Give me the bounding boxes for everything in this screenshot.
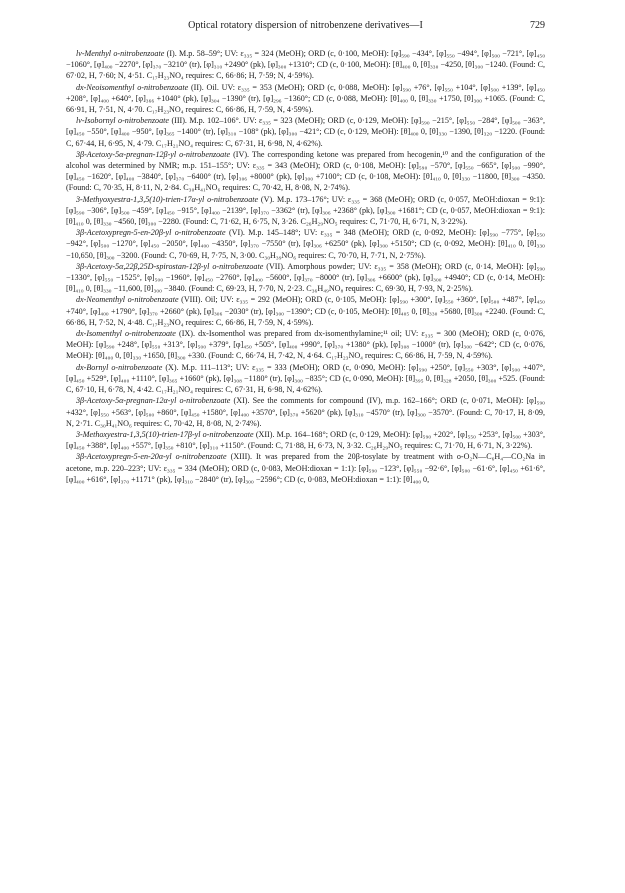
compound-data: (III). M.p. 102–106°. UV: ε₃₃₅ = 323 (MeOH); ORD (c, 0·129, MeOH): [φ]₅₉₀ −215°, [φ]₅₅₀ −284°, [φ]₅₀₀ −363°, [φ]₄₅₀ −550°, [φ]₄₀₀ −950°, [φ]₃₆₅ −1400° (tr), [φ]₃₁₀ −108° (pk), [φ]₃₀₀ −421°; CD (c, 0·129, MeOH): [θ]₄₀₀ 0, [θ]₃₃₀ −1390, [θ]₃₂₀ −1220. (Found: C, 67·44, H, 6·95, N, 4·79. C₁₇H₂₁NO₄ requires: C, 67·31, H, 6·98, N, 4·62%). [66, 116, 545, 148]
entry-compound-x [66, 362, 545, 396]
entry-compound-viii [66, 294, 545, 328]
compound-name: 3β-Acetoxy-5α-pregnan-12α-yl o-nitrobenzoate [76, 396, 231, 406]
compound-entries [66, 48, 545, 485]
compound-name: 3β-Acetoxypregn-5-en-20α-yl o-nitrobenzoate [76, 452, 227, 462]
compound-name: 3β-Acetoxy-5α,22β,25D-spirostan-12β-yl o-nitrobenzoate [76, 261, 264, 271]
compound-name: lv-Menthyl o-nitrobenzoate [76, 49, 165, 58]
compound-data: (XI). See the comments for compound (IV), m.p. 162–166°; ORD (c, 0·071, MeOH): [φ]₅₉₀ +432°, [φ]₅₅₀ +563°, [φ]₅₀₀ +860°, [φ]₄₅₀ +1580°, [φ]₄₀₀ +3570°, [φ]₃₇₀ +5620° (pk), [φ]₃₁₀ −4570° (tr), [φ]₃₀₀ −3570°. (Found: C, 70·17, H, 8·09, N, 2·71. C₃₀H₄₁NO₆ requires: C, 70·42, H, 8·08, N, 2·74%). [66, 396, 545, 428]
compound-data: (II). Oil. UV: ε₃₃₅ = 353 (MeOH); ORD (c, 0·088, MeOH): [φ]₅₉₀ +76°, [φ]₅₅₀ +104°, [φ]₅₀₀ +139°, [φ]₄₅₀ +208°, [φ]₄₀₀ +640°, [φ]₃₆₆ +1040° (pk), [φ]₃₀₄ −1390° (tr), [φ]₂₉₆ −1360°; CD (c, 0·088, MeOH): [θ]₄₀₀ 0, [θ]₃₃₀ +1750, [θ]₃₀₀ +1065. (Found: C, 66·91, H, 7·51, N, 4·70. C₁₇H₂₃NO₄ requires: C, 66·86, H, 7·59, N, 4·59%). [66, 82, 545, 115]
entry-compound-i [66, 48, 545, 82]
entry-compound-iv [66, 149, 545, 194]
compound-name: 3-Methyoxyestra-1,3,5(10)-trien-17α-yl o-nitrobenzoate [76, 194, 259, 204]
compound-data: (VIII). Oil; UV: ε₃₃₅ = 292 (MeOH); ORD (c, 0·105, MeOH): [φ]₅₉₀ +300°, [φ]₅₅₀ +360°, [φ]₅₀₀ +487°, [φ]₄₅₀ +740°, [φ]₄₀₀ +1790°, [φ]₃₇₀ +2660° (pk), [φ]₃₀₆ −2030° (tr), [φ]₃₀₀ −1390°; CD (c, 0·105, MeOH): [θ]₄₀₅ 0, [θ]₃₃₀ +5680, [θ]₃₀₀ +2240. (Found: C, 66·86, H, 7·52, N, 4·48. C₁₇H₂₃NO₄ requires: C, 66·86, H, 7·59, N, 4·59%). [66, 295, 545, 327]
entry-compound-xi [66, 395, 545, 429]
page-number: 729 [530, 20, 545, 31]
compound-name: lv-Isobornyl o-nitrobenzoate [76, 116, 169, 126]
compound-data: (X). M.p. 111–113°; UV: ε₃₃₅ = 333 (MeOH); ORD (c, 0·090, MeOH): [φ]₅₉₀ +250°, [φ]₅₅₀ +303°, [φ]₅₀₀ +407°, [φ]₄₅₀ +529°, [φ]₄₀₀ +1110°, [φ]₃₆₅ +1660° (pk), [φ]₃₀₈ −1180° (tr), [φ]₃₀₀ −835°; CD (c, 0·090, MeOH): [θ]₃₉₅ 0, [θ]₃₂₈ +2050, [θ]₃₀₀ +525. (Found: C, 67·10, H, 6·78, N, 4·42. C₁₇H₂₁NO₄ requires: C, 67·31, H, 6·98, N, 4·62%). [66, 362, 545, 395]
compound-name: 3-Methoxyestra-1,3,5(10)-trien-17β-yl o-nitrobenzoate [76, 429, 254, 439]
entry-compound-xiii [66, 451, 545, 485]
compound-name: dx-Bornyl o-nitrobenzoate [76, 362, 163, 372]
entry-compound-v [66, 194, 545, 228]
compound-name: dx-Isomenthyl o-nitrobenzoate [76, 329, 176, 339]
compound-data: (IX). dx-Isomenthol was prepared from dx-isomenthylamine;¹¹ oil; UV: ε₃₃₅ = 300 (MeOH); ORD (c, 0·076, MeOH): [φ]₅₉₀ +248°, [φ]₅₅₀ +313°, [φ]₅₀₀ +379°, [φ]₄₅₀ +505°, [φ]₄₀₀ +990°, [φ]₃₇₀ +1380° (pk), [φ]₃₀₈ −1000° (tr), [φ]₃₀₀ −642°; CD (c, 0·076, MeOH): [θ]₄₀₀ 0, [θ]₃₃₀ +1650, [θ]₃₀₀ +330. (Found: C, 66·74, H, 7·42, N, 4·64. C₁₇H₂₃NO₄ requires: C, 66·86, H, 7·59, N, 4·59%). [66, 329, 545, 361]
compound-data: (VI). M.p. 145–148°; UV: ε₃₃₅ = 348 (MeOH); ORD (c, 0·092, MeOH): [φ]₅₉₀ −775°, [φ]₅₅₀ −942°, [φ]₅₀₀ −1270°, [φ]₄₅₀ −2050°, [φ]₄₀₀ −4350°, [φ]₃₇₀ −7550° (tr), [φ]₃₀₆ +6250° (pk), [φ]₃₀₀ +5150°; CD (c, 0·092, MeOH): [θ]₄₁₀ 0, [θ]₃₃₀ −10,650, [θ]₃₀₀ −3200. (Found: C, 70·69, H, 7·75, N, 3·00. C₃₀H₃₉NO₆ requires: C, 70·70, H, 7·71, N, 2·75%). [66, 228, 545, 260]
compound-name: dx-Neomenthyl o-nitrobenzoate [76, 295, 179, 305]
entry-compound-xii [66, 429, 545, 451]
compound-data: (I). M.p. 58–59°; UV: ε₃₃₅ = 324 (MeOH); ORD (c, 0·100, MeOH): [φ]₅₉₀ −434°, [φ]₅₅₀ −494°, [φ]₅₀₀ −721°, [φ]₄₅₀ −1060°, [φ]₄₀₀ −2270°, [φ]₃₇₀ −3210° (tr), [φ]₃₁₀ +2490° (pk), [φ]₃₀₀ +1310°; CD (c, 0·100, MeOH): [θ]₄₀₀ 0, [θ]₃₃₀ −4250, [θ]₃₀₀ −1240. (Found: C, 67·02, H, 7·60; N, 4·51. C₁₇H₂₃NO₄ requires: C, 66·86; H, 7·59; N, 4·59%). [66, 49, 546, 81]
entry-compound-ii [66, 82, 545, 116]
compound-data: (V). M.p. 173–176°; UV: ε₃₃₅ = 368 (MeOH); ORD (c, 0·057, MeOH:dioxan = 9:1): [φ]₅₉₀ −306°, [φ]₅₀₀ −459°, [φ]₄₅₀ −915°, [φ]₄₀₀ −2139°, [φ]₃₇₀ −3362° (tr), [φ]₃₀₆ +2368° (pk), [φ]₃₀₀ +1681°; CD (c, 0·057, MeOH:dioxan = 9:1): [θ]₄₁₀ 0, [θ]₃₃₀ −4560, [θ]₃₀₀ −2280. (Found: C, 71·62, H, 6·75, N, 3·26. C₂₆H₂₉NO₅ requires: C, 71·70, H, 6·71, N, 3·22%). [66, 194, 545, 227]
running-head [66, 20, 545, 36]
compound-name: dx-Neoisomenthyl o-nitrobenzoate [76, 82, 189, 92]
compound-data: (IV). The corresponding ketone was prepared from hecogenin,¹⁰ and the configuration of the alcohol was determined by NMR; m.p. 151–155°; UV: ε₃₃₅ = 343 (MeOH); ORD (c, 0·108, MeOH): [φ]₅₉₀ −570°, [φ]₅₅₀ −665°, [φ]₅₀₀ −990°, [φ]₄₅₀ −1620°, [φ]₄₀₀ −3840°, [φ]₃₇₀ −6400° (tr), [φ]₃₀₆ +8000° (pk), [φ]₃₀₀ +7100°; CD (c, 0·108, MeOH): [θ]₄₁₀ 0, [θ]₃₃₀ −11800, [θ]₃₀₀ −4350. (Found: C, 70·35, H, 8·11, N, 2·84. C₃₀H₄₁NO₆ requires: C, 70·42, H, 8·08, N, 2·74%). [66, 149, 545, 193]
compound-name: 3β-Acetoxy-5α-pregnan-12β-yl o-nitrobenzoate [76, 149, 231, 159]
entry-compound-vii [66, 261, 545, 295]
entry-compound-vi [66, 227, 545, 261]
entry-compound-ix [66, 328, 545, 362]
running-title: Optical rotatory dispersion of nitrobenzene derivatives—I [188, 20, 423, 31]
compound-data: (XII). M.p. 164–168°; ORD (c, 0·129, MeOH): [φ]₅₉₀ +202°, [φ]₅₅₀ +253°, [φ]₅₀₀ +303°, [φ]₄₅₀ +388°, [φ]₄₀₀ +557°, [φ]₃₅₀ +810°, [φ]₃₁₀ +1150°. (Found: C, 71·88, H, 6·73, N, 3·32. C₂₆H₂₉NO₅ requires: C, 71·70, H, 6·71, N, 3·22%). [66, 429, 545, 451]
compound-data: (XIII). It was prepared from the 20β-tosylate by treatment with o-O₂N—C₆H₄—CO₂Na in acetone, m.p. 220–223°; UV: ε₃₃₅ = 334 (MeOH); ORD (c, 0·083, MeOH:dioxan = 1:1): [φ]₅₉₀ −123°, [φ]₅₅₀ −92·6°, [φ]₅₀₀ −61·6°, [φ]₄₅₀ +61·6°, [φ]₄₀₀ +616°, [φ]₃₇₀ +1171° (pk), [φ]₃₁₀ −2840° (tr), [φ]₃₀₀ −2596°; CD (c, 0·083, MeOH:dioxan = 1:1): [θ]₄₀₀ 0, [66, 452, 546, 484]
entry-compound-iii [66, 115, 545, 149]
compound-name: 3β-Acetoxypregn-5-en-20β-yl o-nitrobenzoate [76, 228, 226, 238]
compound-data: (VII). Amorphous powder; UV: ε₃₃₅ = 358 (MeOH); ORD (c, 0·14, MeOH): [φ]₅₉₀ −1330°, [φ]₅₅₀ −1525°, [φ]₅₀₀ −1960°, [φ]₄₅₀ −2760°, [φ]₄₀₀ −5600°, [φ]₃₇₀ −8000° (tr), [φ]₃₀₆ +6600° (pk), [φ]₃₀₀ +4940°; CD (c, 0·14, MeOH): [θ]₄₁₀ 0, [θ]₃₃₀ −11,600, [θ]₃₀₀ −3840. (Found: C, 69·23, H, 7·70, N, 2·23. C₃₆H₄₉NO₈ requires: C, 69·30, H, 7·93, N, 2·25%). [66, 261, 545, 294]
